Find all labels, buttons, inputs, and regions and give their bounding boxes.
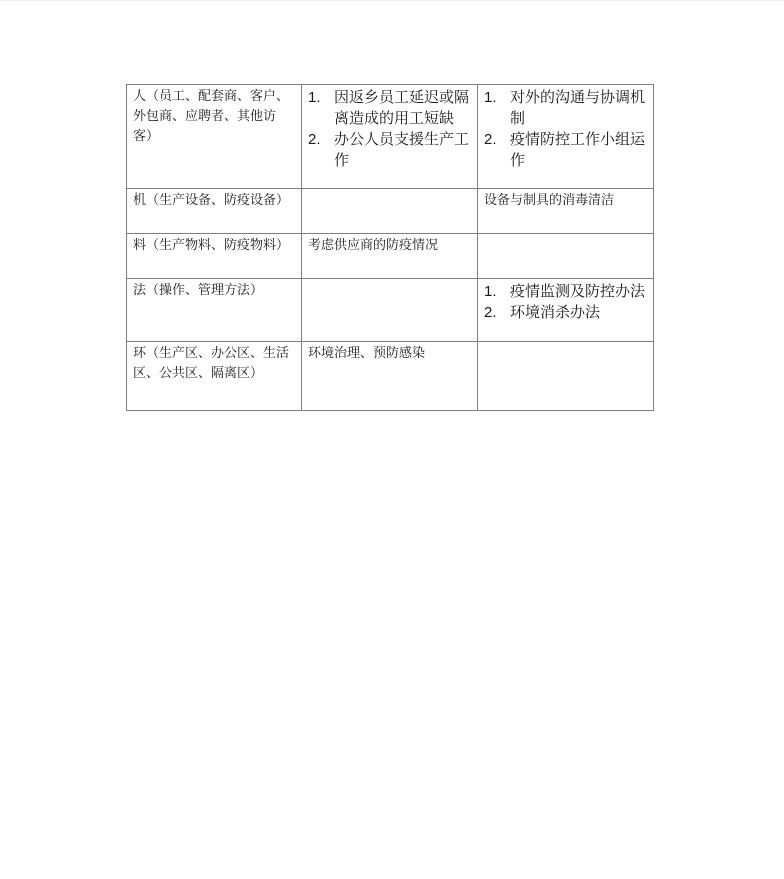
table-row: [127, 342, 654, 411]
measure-cell: [478, 189, 654, 234]
list-text: 疫情防控工作小组运作: [510, 130, 646, 169]
measure-cell: [478, 279, 654, 342]
list-text: 办公人员支援生产工作: [334, 130, 470, 169]
category-cell: [127, 342, 302, 411]
category-cell: [127, 189, 302, 234]
numbered-list: [308, 87, 471, 171]
list-item: [484, 302, 647, 323]
list-text: 疫情监测及防控办法: [510, 282, 646, 300]
numbered-list: [484, 281, 647, 323]
table-row: [127, 85, 654, 189]
list-item: [484, 87, 647, 129]
numbered-list: [484, 87, 647, 171]
table-row: [127, 234, 654, 279]
measure-cell: [302, 85, 478, 189]
category-cell: [127, 85, 302, 189]
list-number: 1.: [484, 89, 497, 106]
category-cell: [127, 279, 302, 342]
list-item: [484, 129, 647, 171]
list-text: 环境消杀办法: [510, 303, 601, 321]
list-number: 2.: [308, 131, 321, 148]
table-row: [127, 279, 654, 342]
measure-cell: [478, 234, 654, 279]
page-top-border: [0, 0, 784, 1]
measure-cell: [478, 342, 654, 411]
measure-cell: [302, 342, 478, 411]
cell-text: 设备与制具的消毒清洁: [484, 193, 615, 208]
cell-text: 环境治理、预防感染: [308, 346, 426, 361]
factor-table: [126, 84, 654, 411]
list-item: [484, 281, 647, 302]
list-text: 对外的沟通与协调机制: [510, 88, 646, 127]
measure-cell: [302, 234, 478, 279]
measure-cell: [302, 279, 478, 342]
category-label: 料（生产物料、防疫物料）: [133, 238, 290, 253]
category-label: 法（操作、管理方法）: [133, 283, 264, 298]
cell-text: 考虑供应商的防疫情况: [308, 238, 439, 253]
table-row: [127, 189, 654, 234]
list-item: [308, 87, 471, 129]
category-label: 环（生产区、办公区、生活区、公共区、隔离区）: [133, 346, 290, 381]
list-number: 2.: [484, 304, 497, 321]
list-item: [308, 129, 471, 171]
category-label: 机（生产设备、防疫设备）: [133, 193, 290, 208]
category-label: 人（员工、配套商、客户、外包商、应聘者、其他访客）: [133, 89, 290, 144]
list-number: 1.: [308, 89, 321, 106]
list-text: 因返乡员工延迟或隔离造成的用工短缺: [334, 88, 470, 127]
list-number: 2.: [484, 131, 497, 148]
measure-cell: [478, 85, 654, 189]
measure-cell: [302, 189, 478, 234]
list-number: 1.: [484, 283, 497, 300]
category-cell: [127, 234, 302, 279]
